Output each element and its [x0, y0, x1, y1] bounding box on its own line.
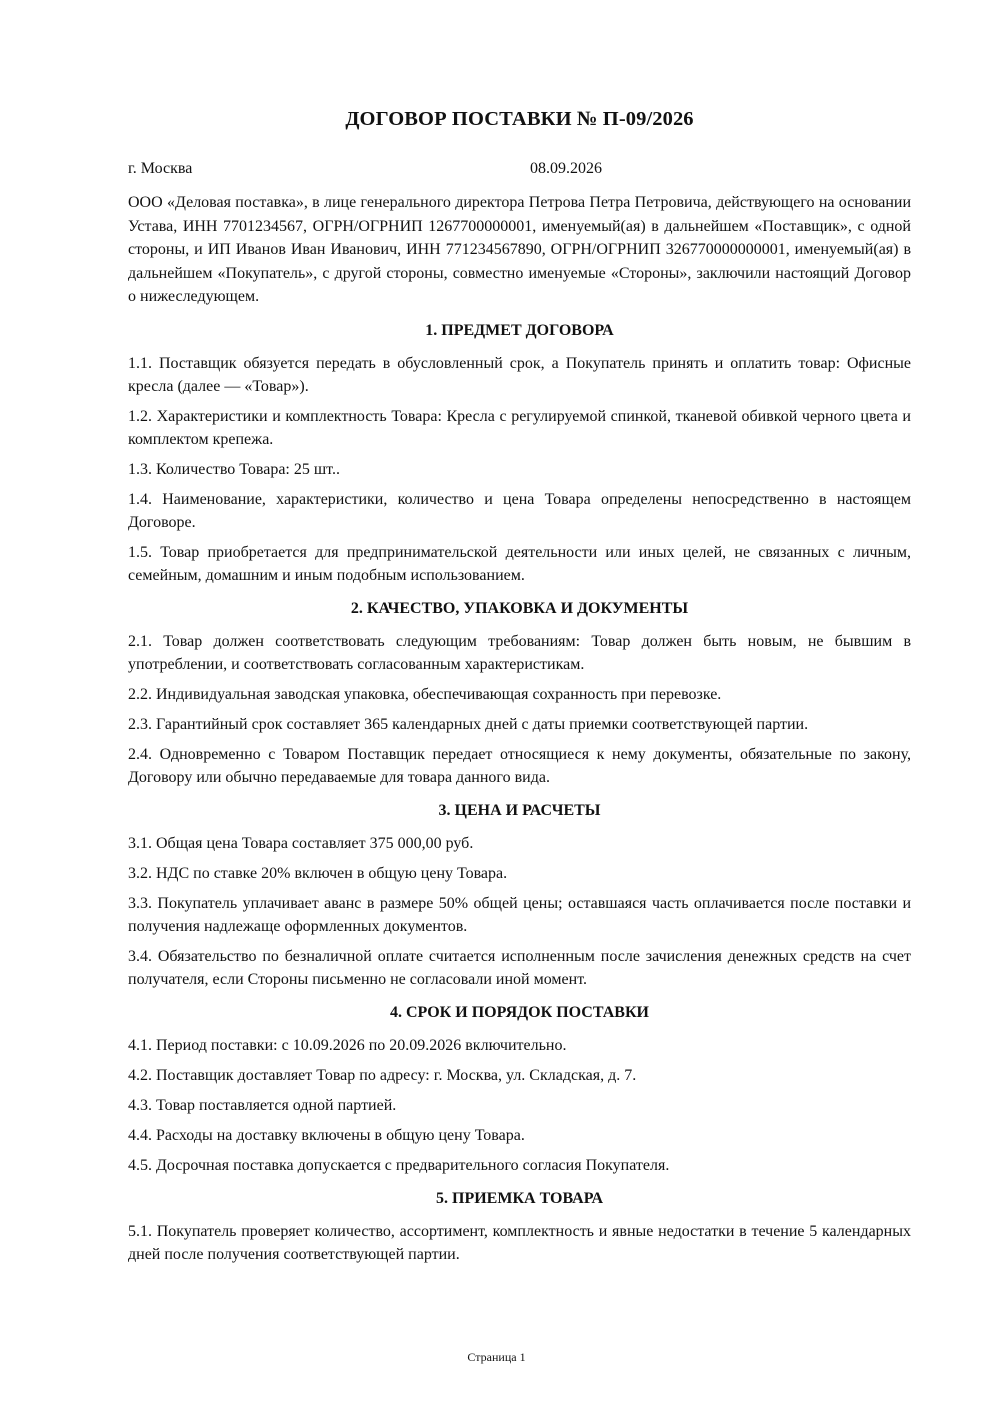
page-number: Страница 1	[467, 1350, 526, 1364]
contract-preamble: ООО «Деловая поставка», в лице генерального директора Петрова Петра Петровича, действующего на основании Устава, ИНН 7701234567, ОГРН/ОГРНИП 1267700000001, именуемый(ая) в дальнейшем «Поставщик», с одной стороны, и ИП Иванов Иван Иванович, ИНН 771234567890, ОГРН/ОГРНИП 326770000000001, именуемый(ая) в дальнейшем «Покупатель», с другой стороны, совместно именуемые «Стороны», заключили настоящий Договор о нижеследующем.	[128, 194, 911, 305]
place-date-row	[128, 158, 911, 180]
clause-4-2: 4.2. Поставщик доставляет Товар по адресу: г. Москва, ул. Складская, д. 7.	[128, 1066, 637, 1084]
section-heading: 4. СРОК И ПОРЯДОК ПОСТАВКИ	[390, 1003, 649, 1021]
clause-1-2: 1.2. Характеристики и комплектность Товара: Кресла с регулируемой спинкой, тканевой обивкой черного цвета и комплектом крепежа.	[128, 407, 911, 448]
clause-4-3: 4.3. Товар поставляется одной партией.	[128, 1096, 397, 1114]
clause-2-2: 2.2. Индивидуальная заводская упаковка, обеспечивающая сохранность при перевозке.	[128, 685, 722, 703]
section-heading: 2. КАЧЕСТВО, УПАКОВКА И ДОКУМЕНТЫ	[350, 599, 689, 617]
document-title: ДОГОВОР ПОСТАВКИ № П-09/2026	[345, 108, 694, 130]
contract-city: г. Москва	[128, 160, 193, 177]
clause-2-3: 2.3. Гарантийный срок составляет 365 календарных дней с даты приемки соответствующей партии.	[128, 715, 809, 733]
clause-1-4: 1.4. Наименование, характеристики, количество и цена Товара определены непосредственно в настоящем Договоре.	[128, 490, 911, 531]
clause-3-2: 3.2. НДС по ставке 20% включен в общую цену Товара.	[128, 864, 508, 882]
clause-2-4: 2.4. Одновременно с Товаром Поставщик передает относящиеся к нему документы, обязательные по закону, Договору или обычно передаваемые для товара данного вида.	[128, 745, 911, 786]
clause-1-5: 1.5. Товар приобретается для предпринимательской деятельности или иных целей, не связанных с личным, семейным, домашним и иным подобным использованием.	[128, 543, 911, 584]
clause-1-1: 1.1. Поставщик обязуется передать в обусловленный срок, а Покупатель принять и оплатить товар: Офисные кресла (далее — «Товар»).	[128, 354, 911, 395]
section-1	[128, 320, 911, 587]
clause-3-4: 3.4. Обязательство по безналичной оплате считается исполненным после зачисления денежных средств на счет получателя, если Стороны письменно не согласовали иной момент.	[128, 947, 911, 988]
section-heading: 1. ПРЕДМЕТ ДОГОВОРА	[425, 321, 614, 339]
section-3	[128, 800, 911, 991]
section-heading: 5. ПРИЕМКА ТОВАРА	[436, 1189, 603, 1207]
contract-date: 08.09.2026	[530, 160, 602, 177]
section-4	[128, 1002, 911, 1177]
clause-4-5: 4.5. Досрочная поставка допускается с предварительного согласия Покупателя.	[128, 1156, 670, 1174]
clause-2-1: 2.1. Товар должен соответствовать следующим требованиям: Товар должен быть новым, не бывшим в употреблении, и соответствовать согласованным характеристикам.	[128, 632, 911, 673]
clause-5-1: 5.1. Покупатель проверяет количество, ассортимент, комплектность и явные недостатки в течение 5 календарных дней после получения соответствующей партии.	[128, 1222, 911, 1263]
clause-3-1: 3.1. Общая цена Товара составляет 375 000,00 руб.	[128, 834, 474, 852]
section-5	[128, 1188, 911, 1266]
clause-4-4: 4.4. Расходы на доставку включены в общую цену Товара.	[128, 1126, 525, 1144]
clause-4-1: 4.1. Период поставки: с 10.09.2026 по 20.09.2026 включительно.	[128, 1036, 567, 1054]
clause-1-3: 1.3. Количество Товара: 25 шт..	[128, 460, 340, 478]
section-heading: 3. ЦЕНА И РАСЧЕТЫ	[438, 801, 601, 819]
clause-3-3: 3.3. Покупатель уплачивает аванс в размере 50% общей цены; оставшаяся часть оплачивается после поставки и получения надлежаще оформленных документов.	[128, 894, 911, 935]
section-2	[128, 598, 911, 789]
